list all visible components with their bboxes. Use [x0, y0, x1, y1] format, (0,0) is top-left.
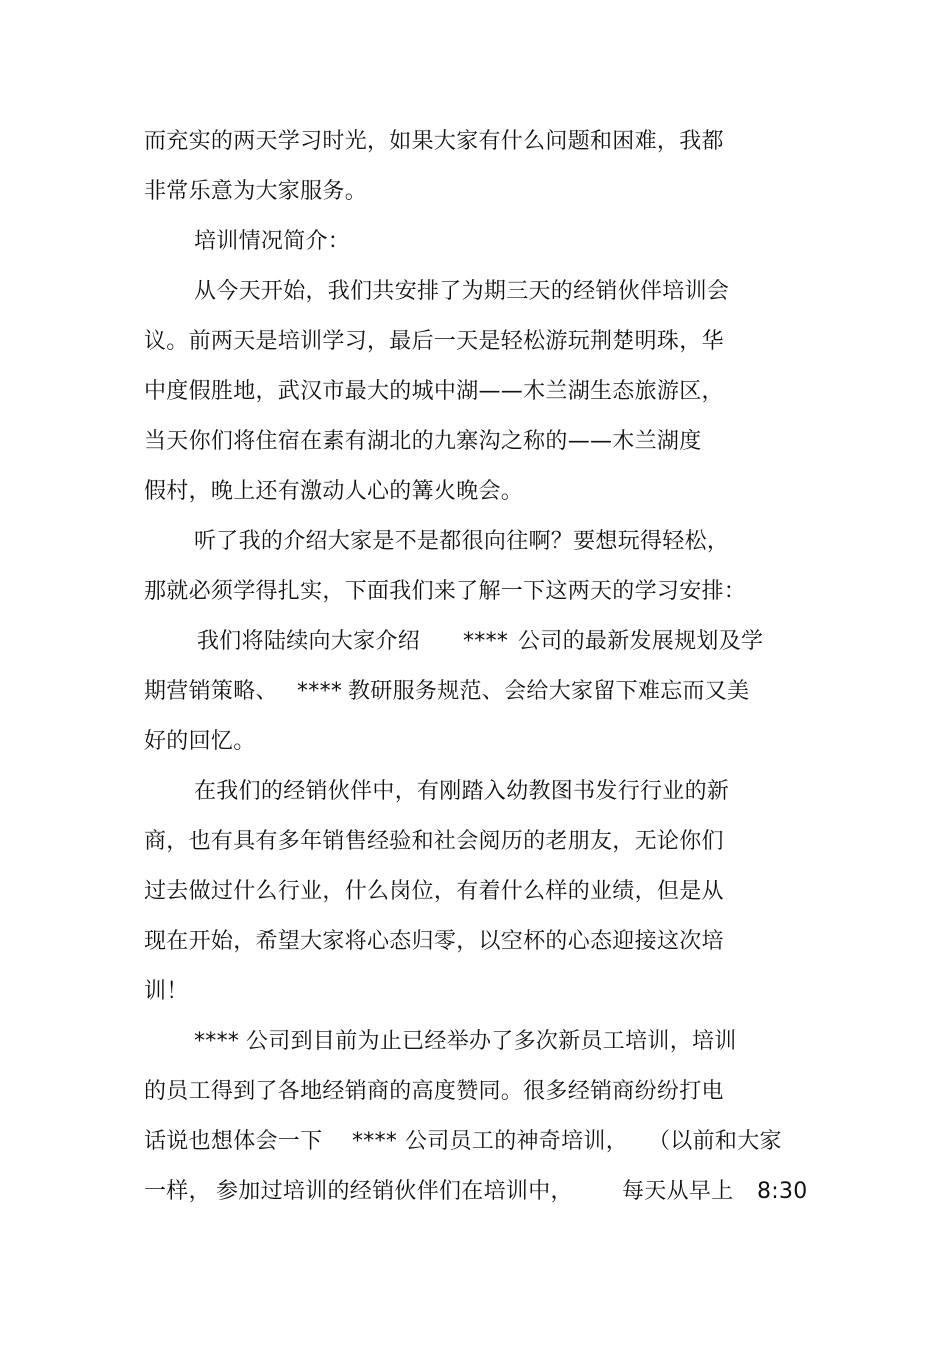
text-segment: 话说也想体会一下 [144, 1129, 323, 1154]
text-line: 商，也有具有多年销售经验和社会阅历的老朋友，无论你们 [144, 829, 724, 854]
company-placeholder: **** [352, 1129, 398, 1154]
time-text: 8:30 [757, 1179, 808, 1204]
text-line: 议。前两天是培训学习，最后一天是轻松游玩荆楚明珠，华 [144, 329, 724, 354]
text-segment: 教研服务规范、会给大家留下难忘而又美 [348, 679, 750, 704]
section-heading: 培训情况简介： [194, 229, 351, 254]
text-line [0, 1127, 950, 1157]
text-segment: 我们将陆续向大家介绍 [197, 629, 421, 654]
text-line: 假村，晚上还有激动人心的篝火晚会。 [144, 479, 524, 504]
text-line: 当天你们将住宿在素有湖北的九寨沟之称的——木兰湖度 [144, 429, 702, 454]
text-line: 好的回忆。 [144, 729, 256, 754]
text-line: 的员工得到了各地经销商的高度赞同。很多经销商纷纷打电 [144, 1079, 724, 1104]
text-segment: 每天从早上 [622, 1179, 734, 1204]
text-line: 听了我的介绍大家是不是都很向往啊？要想玩得轻松， [194, 529, 730, 554]
text-segment: 公司的最新发展规划及学 [518, 629, 764, 654]
text-line [0, 677, 950, 707]
text-line [0, 627, 950, 657]
text-line [0, 1177, 950, 1207]
text-line: 那就必须学得扎实，下面我们来了解一下这两天的学习安排： [144, 579, 747, 604]
text-segment: 公司员工的神奇培训， [405, 1129, 629, 1154]
company-placeholder: **** [194, 1029, 240, 1054]
company-placeholder: **** [463, 629, 509, 654]
text-segment: （以前和大家 [648, 1129, 782, 1154]
text-segment: 一样， [144, 1179, 211, 1204]
text-segment: 参加过培训的经销伙伴们在培训中， [216, 1179, 573, 1204]
text-line: 而充实的两天学习时光，如果大家有什么问题和困难，我都 [144, 129, 724, 154]
text-line: 从今天开始，我们共安排了为期三天的经销伙伴培训会 [194, 279, 730, 304]
text-line: 在我们的经销伙伴中，有刚踏入幼教图书发行行业的新 [194, 779, 730, 804]
text-line: 非常乐意为大家服务。 [144, 179, 368, 204]
text-line: 现在开始，希望大家将心态归零，以空杯的心态迎接这次培 [144, 929, 724, 954]
text-line [0, 1027, 950, 1057]
text-segment: 公司到目前为止已经举办了多次新员工培训，培训 [246, 1029, 737, 1054]
text-line: 过去做过什么行业，什么岗位，有着什么样的业绩，但是从 [144, 879, 724, 904]
text-line: 中度假胜地，武汉市最大的城中湖——木兰湖生态旅游区， [144, 379, 724, 404]
company-placeholder: **** [297, 679, 343, 704]
text-line: 训！ [144, 979, 189, 1004]
text-segment: 期营销策略、 [144, 679, 278, 704]
